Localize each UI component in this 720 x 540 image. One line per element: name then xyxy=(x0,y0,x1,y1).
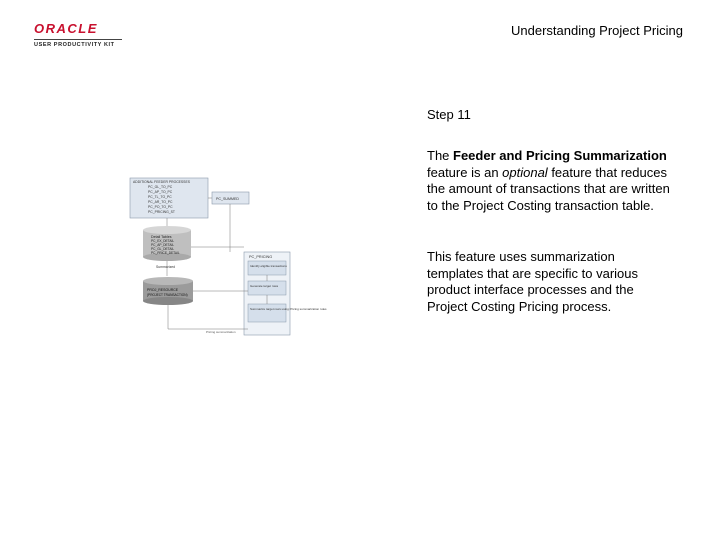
summarized-label: Summarized xyxy=(156,265,176,269)
feature-name: Feeder and Pricing Summarization xyxy=(453,148,667,163)
bottom-label: Pricing summarization xyxy=(206,330,236,334)
detail-db-item: PC_PRICE_DETAIL xyxy=(151,251,180,255)
feeder-item: PC_TL_TO_PC xyxy=(148,195,172,199)
proj-resource-db xyxy=(143,277,193,305)
logo-divider xyxy=(34,39,122,40)
summed-label: PC_SUMMED xyxy=(216,197,239,201)
proj-db-sub: (PROJECT TRANSACTION) xyxy=(147,293,188,297)
connector xyxy=(168,305,248,329)
detail-db-item: PC_GL_DETAIL xyxy=(151,247,175,251)
logo-subtitle: USER PRODUCTIVITY KIT xyxy=(34,42,115,48)
pricing-step: Identify eligible transactions xyxy=(250,264,287,268)
feeder-item: PC_PO_TO_PC xyxy=(148,205,173,209)
detail-db-item: PC_EX_DETAIL xyxy=(151,239,175,243)
description-paragraph-2: This feature uses summarization templates that are specific to various product interface processes and the Project Costing Pricing process. xyxy=(427,249,638,314)
feeder-item: PC_AR_TO_PC xyxy=(148,200,173,204)
feeder-item: PC_GL_TO_PC xyxy=(148,185,173,189)
pricing-step: Summarize target rows using Pricing summarization rules xyxy=(250,307,327,311)
feeder-item: ADDITIONAL FEEDER PROCESSES xyxy=(133,180,190,184)
step-label: Step 11 xyxy=(427,107,471,122)
oracle-upk-logo xyxy=(34,22,126,49)
pricing-step: Generate target rows xyxy=(250,284,279,288)
description-paragraph-1 xyxy=(427,148,672,214)
feeder-pricing-diagram xyxy=(128,175,327,337)
proj-db-label: PROJ_RESOURCE xyxy=(147,288,179,292)
p1-text-3: feature that reduces the amount of transactions that are written to the Project Costing transaction table. xyxy=(427,164,670,213)
feeder-item: PC_AP_TO_PC xyxy=(148,190,173,194)
p1-text-1: The xyxy=(427,148,454,163)
optional-emphasis: optional xyxy=(502,164,548,180)
detail-tables-db xyxy=(143,226,191,261)
pricing-title: PC_PRICING xyxy=(249,255,273,259)
p1-text-2: feature is an xyxy=(427,164,503,180)
detail-db-label: Detail Tables xyxy=(151,235,172,239)
feeder-item: PC_PRICING_ST xyxy=(148,210,175,214)
logo-brand: ORACLE xyxy=(34,21,98,36)
page-title: Understanding Project Pricing xyxy=(511,23,683,38)
detail-db-item: PC_AP_DETAIL xyxy=(151,243,175,247)
